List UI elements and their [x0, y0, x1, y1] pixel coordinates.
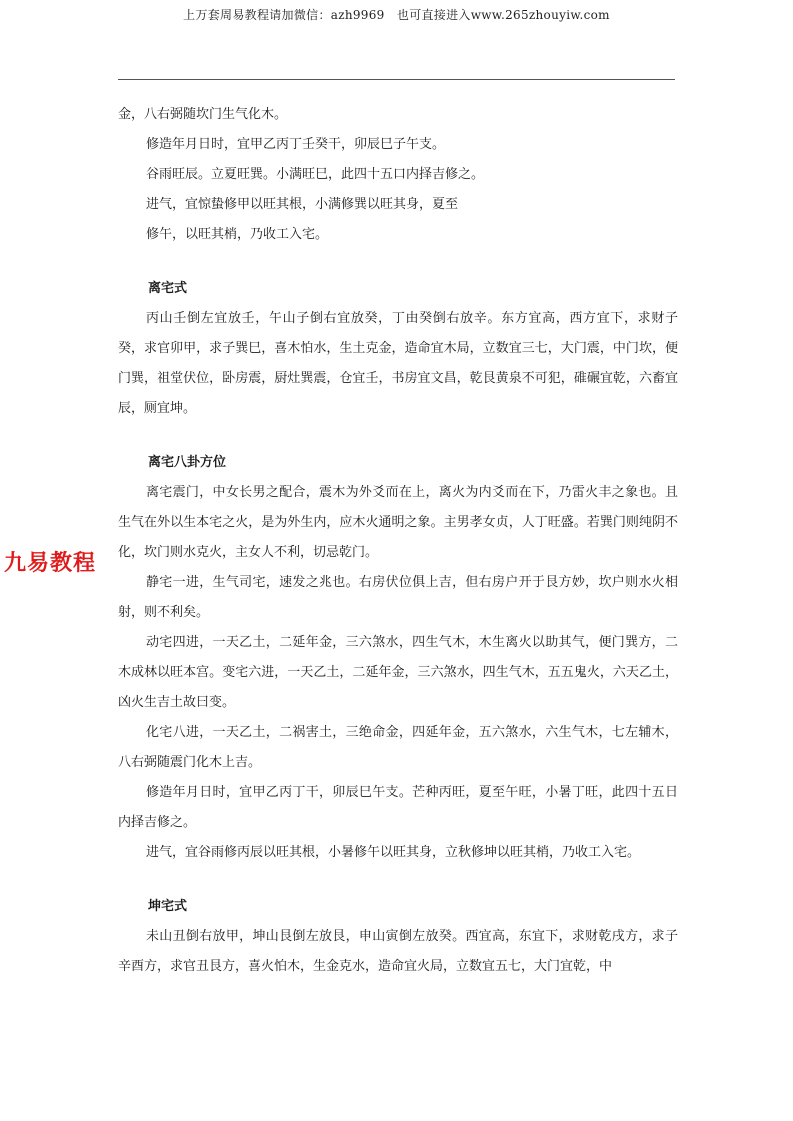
paragraph: 静宅一进，生气司宅，速发之兆也。右房伏位俱上吉，但右房户开于艮方妙，坎户则水火相射，则不利矣。	[118, 575, 678, 620]
section-title-li-bagua: 离宅八卦方位	[148, 455, 227, 470]
page-header: 上万套周易教程请加微信：azh9969 也可直接进入www.265zhouyiw.com	[183, 8, 610, 22]
section-title-li-zhai: 离宅式	[148, 281, 188, 296]
intro-line: 进气，宜惊蛰修甲以旺其根，小满修巽以旺其身，夏至	[146, 197, 459, 212]
paragraph: 未山丑倒右放甲，坤山艮倒左放艮，申山寅倒左放癸。西宜高，东宜下，求财乾戌方，求子辛酉方，求官丑艮方，喜火怕木，生金克水，造命宜火局，立数宜五七，大门宜乾，中	[118, 929, 678, 974]
intro-line: 修午，以旺其梢，乃收工入宅。	[146, 227, 329, 242]
paragraph: 离宅震门，中女长男之配合，震木为外爻而在上，离火为内爻而在下，乃雷火丰之象也。且生气在外以生本宅之火，是为外生内，应木火通明之象。主男孝女贞，人丁旺盛。若巽门则纯阴不化，坎门则水克火，主女人不利，切忌乾门。	[118, 485, 678, 560]
watermark-logo: 九易教程	[4, 551, 97, 576]
paragraph: 化宅八进，一天乙土，二祸害土，三绝命金，四延年金，五六煞水，六生气木，七左辅木，八右弼随震门化木上吉。	[118, 725, 678, 770]
paragraph: 丙山壬倒左宜放壬，午山子倒右宜放癸，丁由癸倒右放辛。东方宜高，西方宜下，求财子癸，求官卯甲，求子巽巳，喜木怕水，生土克金，造命宜木局，立数宜三七，大门震，中门坎，便门巽，祖堂伏位，卧房震，厨灶巽震，仓宜壬，书房宜文昌，乾艮黄泉不可犯，碓碾宜乾，六畜宜辰，厕宜坤。	[118, 311, 678, 416]
intro-line: 金，八右弼随坎门生气化木。	[118, 107, 288, 122]
intro-line: 修造年月日时，宜甲乙丙丁壬癸干，卯辰巳子午支。	[146, 137, 446, 152]
header-divider	[118, 79, 675, 80]
paragraph: 进气，宜谷雨修丙辰以旺其根，小暑修午以旺其身，立秋修坤以旺其梢，乃收工入宅。	[146, 845, 641, 860]
intro-line: 谷雨旺辰。立夏旺巽。小满旺巳，此四十五口内择吉修之。	[146, 167, 485, 182]
document-body	[118, 100, 678, 982]
paragraph: 修造年月日时，宜甲乙丙丁干，卯辰巳午支。芒种丙旺，夏至午旺，小暑丁旺，此四十五日内择吉修之。	[118, 785, 678, 830]
section-title-kun-zhai: 坤宅式	[148, 899, 188, 914]
paragraph: 动宅四进，一天乙土，二延年金，三六煞水，四生气木，木生离火以助其气，便门巽方，二木成林以旺本宫。变宅六进，一天乙土，二延年金，三六煞水，四生气木，五五鬼火，六天乙土，凶火生吉土故曰变。	[118, 635, 678, 710]
